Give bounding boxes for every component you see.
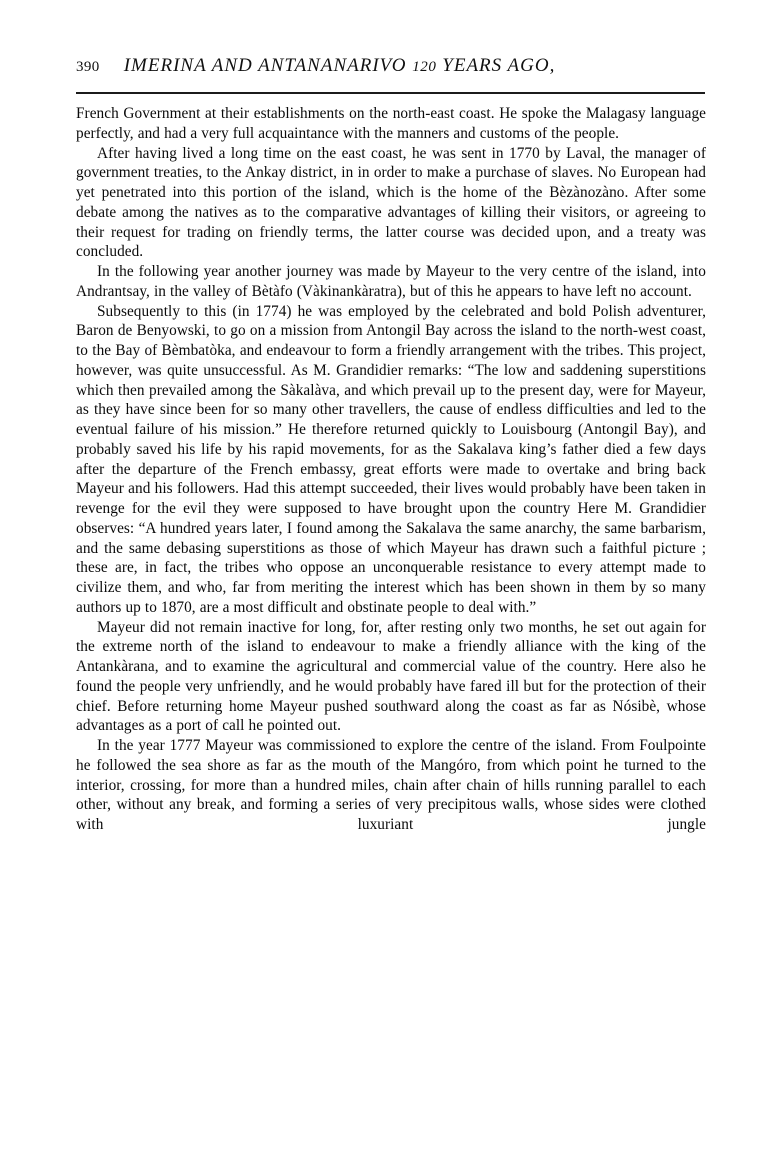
running-head [76, 55, 706, 81]
paragraph: After having lived a long time on the east coast, he was sent in 1770 by Laval, the manager of government treaties, to the Ankay district, in in order to make a purchase of slaves. No European had yet penetrated into this portion of the island, which is the home of the Bèzànozàno. After some debate among the natives as to the comparative advantages of killing their visitors, or agreeing to their request for trading on friendly terms, the latter course was decided upon, and a treaty was concluded. [76, 144, 706, 261]
paragraph: Mayeur did not remain inactive for long, for, after resting only two months, he set out again for the extreme north of the island to endeavour to make a friendly alliance with the king of the Antankàrana, and to examine the agricultural and commercial value of the country. Here also he found the people very unfriendly, and he would probably have fared ill but for the protection of their chief. Before returning home Mayeur pushed southward along the coast as far as Nósibè, whose advantages as a port of call he pointed out. [76, 618, 706, 735]
paragraph: Subsequently to this (in 1774) he was employed by the celebrated and bold Polish adventurer, Baron de Benyowski, to go on a mission from Antongil Bay across the island to the north-west coast, to the Bay of Bèmbatòka, and endeavour to form a friendly arrangement with the tribes. This project, however, was quite unsuccessful. As M. Grandidier remarks: “The low and saddening superstitions which then prevailed among the Sàkalàva, and which prevail up to the present day, were for Mayeur, as they have since been for so many other travellers, the cause of endless difficulties and led to the eventual failure of his mission.” He therefore returned quickly to Louisbourg (Antongil Bay), and probably saved his life by his rapid movements, for as the Sakalava king’s father died a few days after the departure of the French embassy, great efforts were made to overtake and bring back Mayeur and his followers. Had this attempt succeeded, their lives would probably have been taken in revenge for the evil they were supposed to have brought upon the country Here M. Grandidier observes: “A hundred years later, I found among the Sakalava the same anarchy, the same barbarism, and the same debasing superstitions as those of which Mayeur has drawn such a faithful picture ; these are, in fact, the tribes who oppose an unconquerable resistance to every attempt made to civilize them, and who, far from meriting the interest which has been shown in them by so many authors up to 1870, are a most difficult and obstinate people to deal with.” [76, 302, 706, 616]
page-folio-number: 390 [76, 59, 100, 75]
running-head-years-number: 120 [412, 59, 437, 75]
page-body-text [76, 104, 706, 835]
header-divider-rule [76, 92, 705, 94]
running-head-title [124, 55, 556, 77]
paragraph: French Government at their establishments on the north-east coast. He spoke the Malagasy language perfectly, and had a very full acquaintance with the manners and customs of the people. [76, 105, 706, 142]
paragraph: In the year 1777 Mayeur was commissioned to explore the centre of the island. From Foulpointe he followed the sea shore as far as the mouth of the Mangóro, from which point he turned to the interior, crossing, for more than a hundred miles, chain after chain of hills running parallel to each other, without any break, and forming a series of very precipitous walls, whose sides were clothed with luxuriant jungle [76, 737, 706, 833]
paragraph: In the following year another journey was made by Mayeur to the very centre of the island, into Andrantsay, in the valley of Bètàfo (Vàkinankàratra), but of this he appears to have left no account. [76, 263, 706, 300]
running-head-title-tail: YEARS AGO, [442, 55, 556, 76]
running-head-title-text: IMERINA AND ANTANANARIVO [123, 55, 407, 76]
